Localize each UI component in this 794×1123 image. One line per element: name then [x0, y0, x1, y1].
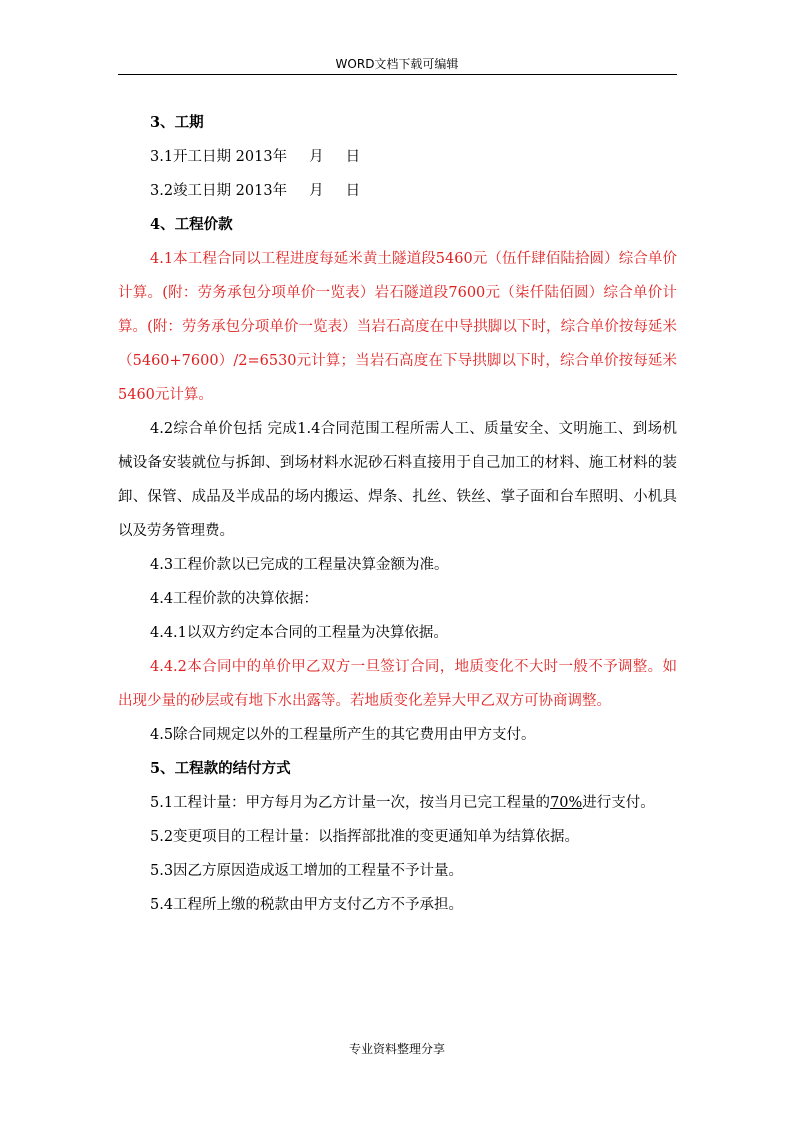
- clause-3-1-day: 日: [345, 149, 361, 165]
- clause-4-1: 4.1本工程合同以工程进度每延米黄土隧道段5460元（伍仟肆佰陆拾圆）综合单价计算。(附：劳务承包分项单价一览表）岩石隧道段7600元（柒仟陆佰圆）综合单价计算。(附：劳务承包分项单价一览表）当岩石高度在中导拱脚以下时，综合单价按每延米（5460+7600）/2=6530元计算；当岩石高度在下导拱脚以下时，综合单价按每延米5460元计算。: [118, 251, 677, 403]
- clause-5-1-percentage: 70%: [550, 795, 583, 811]
- clause-4-4-1: 4.4.1以双方约定本合同的工程量为决算依据。: [150, 625, 448, 641]
- clause-5-1-tail: 进行支付。: [582, 795, 655, 811]
- clause-4-2: 4.2综合单价包括 完成1.4合同范围工程所需人工、质量安全、文明施工、到场机械设备安装就位与拆卸、到场材料水泥砂石料直接用于自己加工的材料、施工材料的装卸、保管、成品及半成品的场内搬运、焊条、扎丝、铁丝、掌子面和台车照明、小机具以及劳务管理费。: [118, 421, 677, 539]
- page-footer: 专业资料整理分享: [348, 1042, 445, 1056]
- clause-3-2: [118, 174, 677, 208]
- clause-5-1: [118, 786, 677, 820]
- section-5-title: 5、工程款的结付方式: [150, 760, 291, 777]
- page-header: WORD文档下载可编辑: [335, 57, 459, 71]
- clause-3-2-month: 月: [309, 183, 324, 199]
- clause-3-1: [118, 140, 677, 174]
- header-divider: [118, 74, 677, 75]
- clause-5-3: 5.3因乙方原因造成返工增加的工程量不予计量。: [150, 863, 464, 879]
- clause-5-1-text: 5.1工程计量：甲方每月为乙方计量一次，按当月已完工程量的: [150, 795, 551, 811]
- clause-3-1-month: 月: [309, 149, 324, 165]
- clause-4-4: 4.4工程价款的决算依据：: [150, 591, 319, 607]
- clause-3-1-year: 3.1开工日期 2013年: [150, 149, 288, 165]
- clause-3-2-day: 日: [345, 183, 361, 199]
- clause-4-5: 4.5除合同规定以外的工程量所产生的其它费用由甲方支付。: [150, 727, 536, 743]
- clause-4-3: 4.3工程价款以已完成的工程量决算金额为准。: [150, 557, 449, 573]
- clause-4-4-2: 4.4.2本合同中的单价甲乙双方一旦签订合同，地质变化不大时一般不予调整。如出现少量的砂层或有地下水出露等。若地质变化差异大甲乙双方可协商调整。: [118, 659, 677, 709]
- document-body: [118, 106, 677, 922]
- section-3-title: 3、工期: [150, 114, 204, 131]
- clause-5-4: 5.4工程所上缴的税款由甲方支付乙方不予承担。: [150, 897, 464, 913]
- section-4-title: 4、工程价款: [150, 216, 233, 233]
- clause-5-2: 5.2变更项目的工程计量：以指挥部批准的变更通知单为结算依据。: [150, 829, 580, 845]
- clause-3-2-year: 3.2竣工日期 2013年: [150, 183, 288, 199]
